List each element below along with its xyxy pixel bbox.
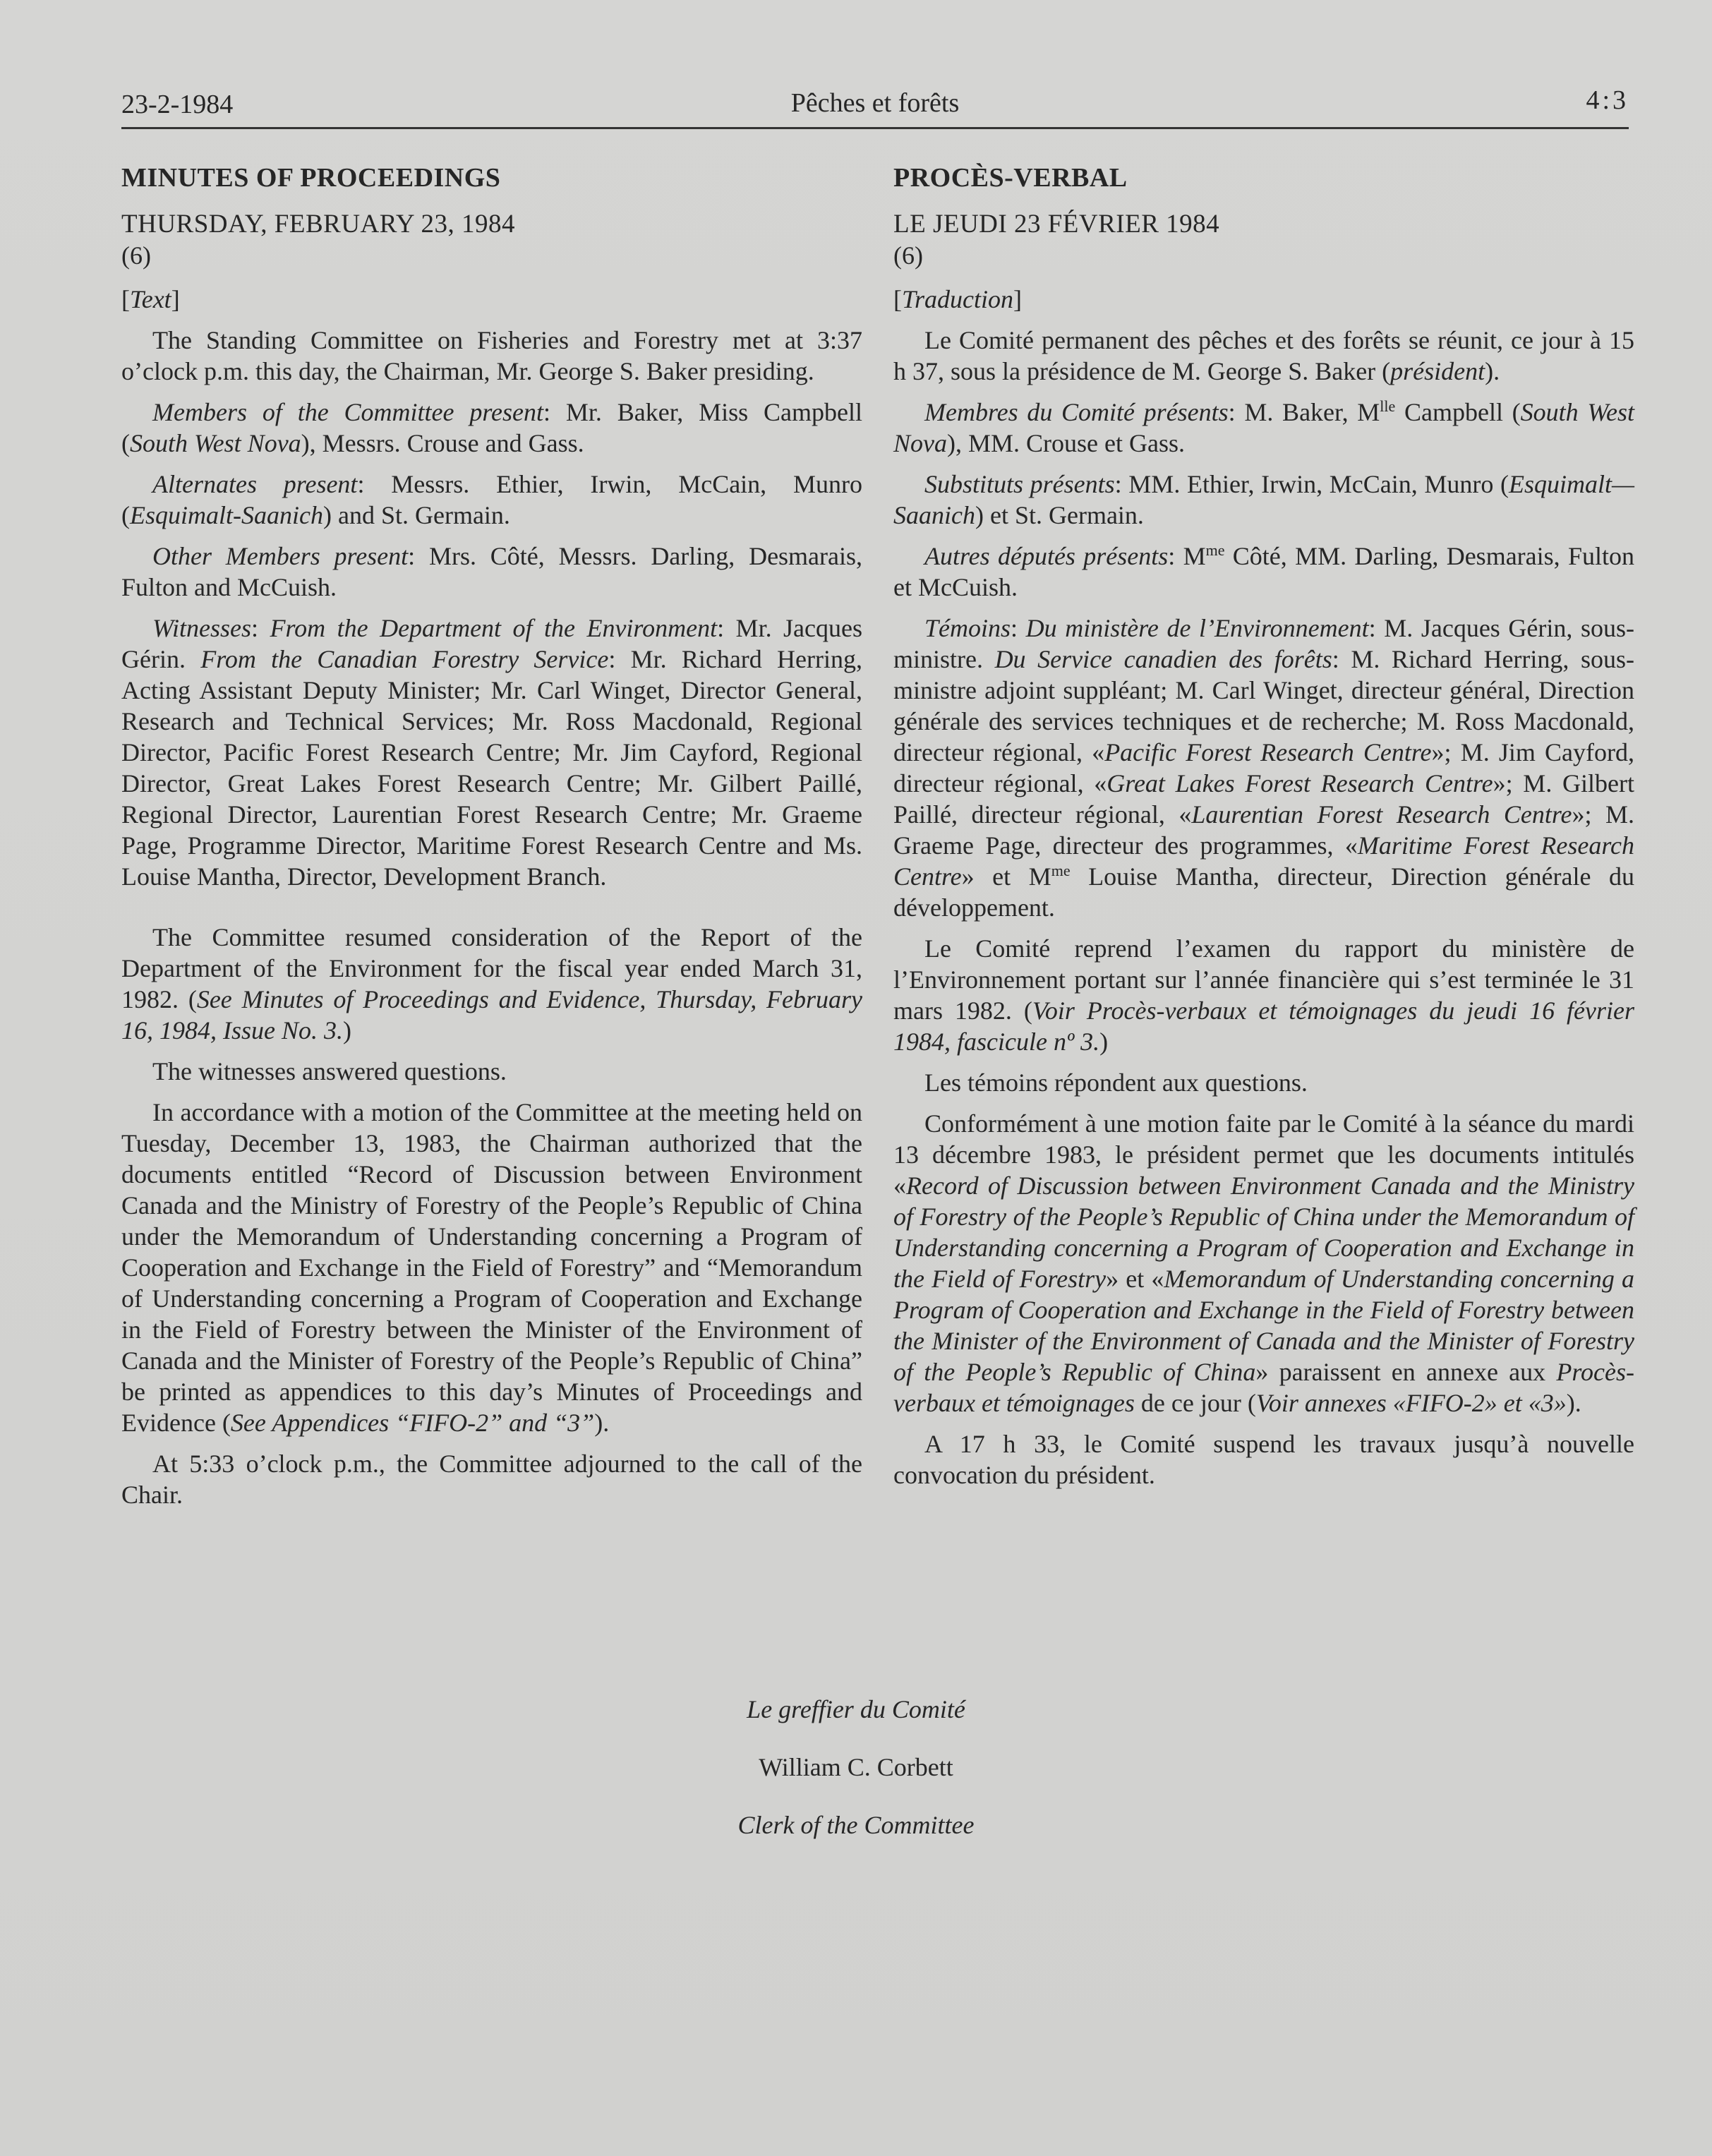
adjourned-paragraph-fr: A 17 h 33, le Comité suspend les travaux jusqu’à nouvelle convocation du président. <box>893 1430 1634 1489</box>
meeting-date-en: THURSDAY, FEBRUARY 23, 1984 <box>121 210 516 239</box>
substitutes-paragraph-fr: Substituts présents: MM. Ethier, Irwin, McCain, Munro (Esquimalt—Saanich) et St. Germain. <box>893 470 1634 529</box>
resumed-paragraph-fr: Le Comité reprend l’examen du rapport du ministère de l’Environnement portant sur l’année financière qui s’est terminée le 31 mars 1982. (Voir Procès-verbaux et témoignages du jeudi 16 février 1984, fascicule nº 3.) <box>893 934 1635 1056</box>
witnesses-label: Witnesses <box>152 614 251 642</box>
minutes-english-column <box>121 162 862 1520</box>
other-members-label-fr: Autres députés présents <box>924 542 1169 570</box>
other-members-label: Other Members present <box>152 542 409 570</box>
meeting-number-en: (6) <box>121 241 151 270</box>
adjourned-paragraph-en: At 5:33 o’clock p.m., the Committee adjourned to the call of the Chair. <box>121 1450 862 1509</box>
members-paragraph-fr: Membres du Comité présents: M. Baker, $M^{lle}$ Campbell (South West Nova), MM. Crouse et Gass. <box>893 397 1634 457</box>
members-label: Members of the Committee present <box>152 398 544 426</box>
minutes-french-column <box>893 162 1634 1500</box>
members-paragraph-en: Members of the Committee present: Mr. Baker, Miss Campbell (South West Nova), Messrs. Crouse and Gass. <box>121 398 862 457</box>
section-title-en: MINUTES OF PROCEEDINGS <box>121 163 501 193</box>
motion-paragraph-en: In accordance with a motion of the Committee at the meeting held on Tuesday, December 13, 1983, the Chairman authorized that the documents entitled “Record of Discussion between Environment Canada and the Ministry of Forestry of the People’s Republic of China under the Memorandum of Understanding concerning a Program of Cooperation and Exchange in the Field of Forestry” and “Memorandum of Understanding concerning a Program of Cooperation and Exchange in the Field of Forestry between the Minister of the Environment of Canada and the Minister of Forestry of the People’s Republic of China” be printed as appendices to this day’s Minutes of Proceedings and Evidence (See Appendices “FIFO-2” and “3”). <box>121 1098 862 1437</box>
clerk-signature-block <box>0 1694 1712 1867</box>
answered-paragraph-en: The witnesses answered questions. <box>152 1057 507 1085</box>
alternates-label: Alternates present <box>152 470 358 498</box>
other-members-paragraph-en: Other Members present: Mrs. Côté, Messrs. Darling, Desmarais, Fulton and McCuish. <box>121 542 863 601</box>
text-label-en: [Text] <box>121 285 180 313</box>
header-date: 23-2-1984 <box>121 90 234 119</box>
members-label-fr: Membres du Comité présents <box>924 398 1229 426</box>
clerk-title-fr: Le greffier du Comité <box>747 1695 965 1723</box>
meeting-number-fr: (6) <box>893 241 923 270</box>
alternates-paragraph-en: Alternates present: Messrs. Ethier, Irwin, McCain, Munro (Esquimalt-Saanich) and St. Germain. <box>121 470 862 529</box>
page-header <box>121 85 1629 127</box>
meeting-date-fr: LE JEUDI 23 FÉVRIER 1984 <box>893 210 1220 239</box>
header-rule <box>121 127 1629 129</box>
header-title: Pêches et forêts <box>790 88 960 118</box>
text-label-fr: [Traduction] <box>893 285 1023 313</box>
opening-paragraph-en: The Standing Committee on Fisheries and Forestry met at 3:37 o’clock p.m. this day, the Chairman, Mr. George S. Baker presiding. <box>121 326 862 385</box>
header-page-number: 4:3 <box>1586 85 1629 115</box>
other-members-paragraph-fr: Autres députés présents: $M^{me}$ Côté, MM. Darling, Desmarais, Fulton et McCuish. <box>893 541 1634 601</box>
clerk-title-en: Clerk of the Committee <box>737 1811 975 1839</box>
section-title-fr: PROCÈS-VERBAL <box>893 163 1128 193</box>
opening-paragraph-fr: Le Comité permanent des pêches et des forêts se réunit, ce jour à 15 h 37, sous la présidence de M. George S. Baker (président). <box>893 326 1634 385</box>
witnesses-paragraph-en: Witnesses: From the Department of the Environment: Mr. Jacques Gérin. From the Canadian Forestry Service: Mr. Richard Herring, Acting Assistant Deputy Minister; Mr. Carl Winget, Director General, Research and Technical Services; Mr. Ross Macdonald, Regional Director, Pacific Forest Research Centre; Mr. Jim Cayford, Regional Director, Great Lakes Forest Research Centre; Mr. Gilbert Paillé, Regional Director, Laurentian Forest Research Centre; Mr. Graeme Page, Programme Director, Maritime Forest Research Centre and Ms. Louise Mantha, Director, Development Branch. <box>121 614 862 891</box>
clerk-name: William C. Corbett <box>759 1753 953 1781</box>
witnesses-label-fr: Témoins <box>924 614 1011 642</box>
motion-paragraph-fr: Conformément à une motion faite par le Comité à la séance du mardi 13 décembre 1983, le président permet que les documents intitulés «Record of Discussion between Environment Canada and the Ministry of Forestry of the People’s Republic of China under the Memorandum of Understanding concerning a Program of Cooperation and Exchange in the Field of Forestry» et «Memorandum of Understanding concerning a Program of Cooperation and Exchange in the Field of Forestry between the Minister of the Environment of Canada and the Minister of Forestry of the People’s Republic of China» paraissent en annexe aux Procès-verbaux et témoignages de ce jour (Voir annexes «FIFO-2» et «3»). <box>893 1109 1634 1417</box>
translation-label-word: Traduction <box>902 285 1014 313</box>
text-label-word: Text <box>130 285 171 313</box>
substitutes-label: Substituts présents <box>924 470 1115 498</box>
answered-paragraph-fr: Les témoins répondent aux questions. <box>924 1068 1308 1097</box>
witnesses-paragraph-fr: Témoins: Du ministère de l’Environnement: M. Jacques Gérin, sous-ministre. Du Service canadien des forêts: M. Richard Herring, sous-ministre adjoint suppléant; M. Carl Winget, directeur général, Direction générale des services techniques et de recherche; M. Ross Macdonald, directeur régional, «Pacific Forest Research Centre»; M. Jim Cayford, directeur régional, «Great Lakes Forest Research Centre»; M. Gilbert Paillé, directeur régional, «Laurentian Forest Research Centre»; M. Graeme Page, directeur des programmes, «Maritime Forest Research Centre» et $M^{me}$ Louise Mantha, directeur, Direction générale du développement. <box>893 614 1635 922</box>
resumed-paragraph-en: The Committee resumed consideration of the Report of the Department of the Environment for the fiscal year ended March 31, 1982. (See Minutes of Proceedings and Evidence, Thursday, February 16, 1984, Issue No. 3.) <box>121 923 862 1044</box>
